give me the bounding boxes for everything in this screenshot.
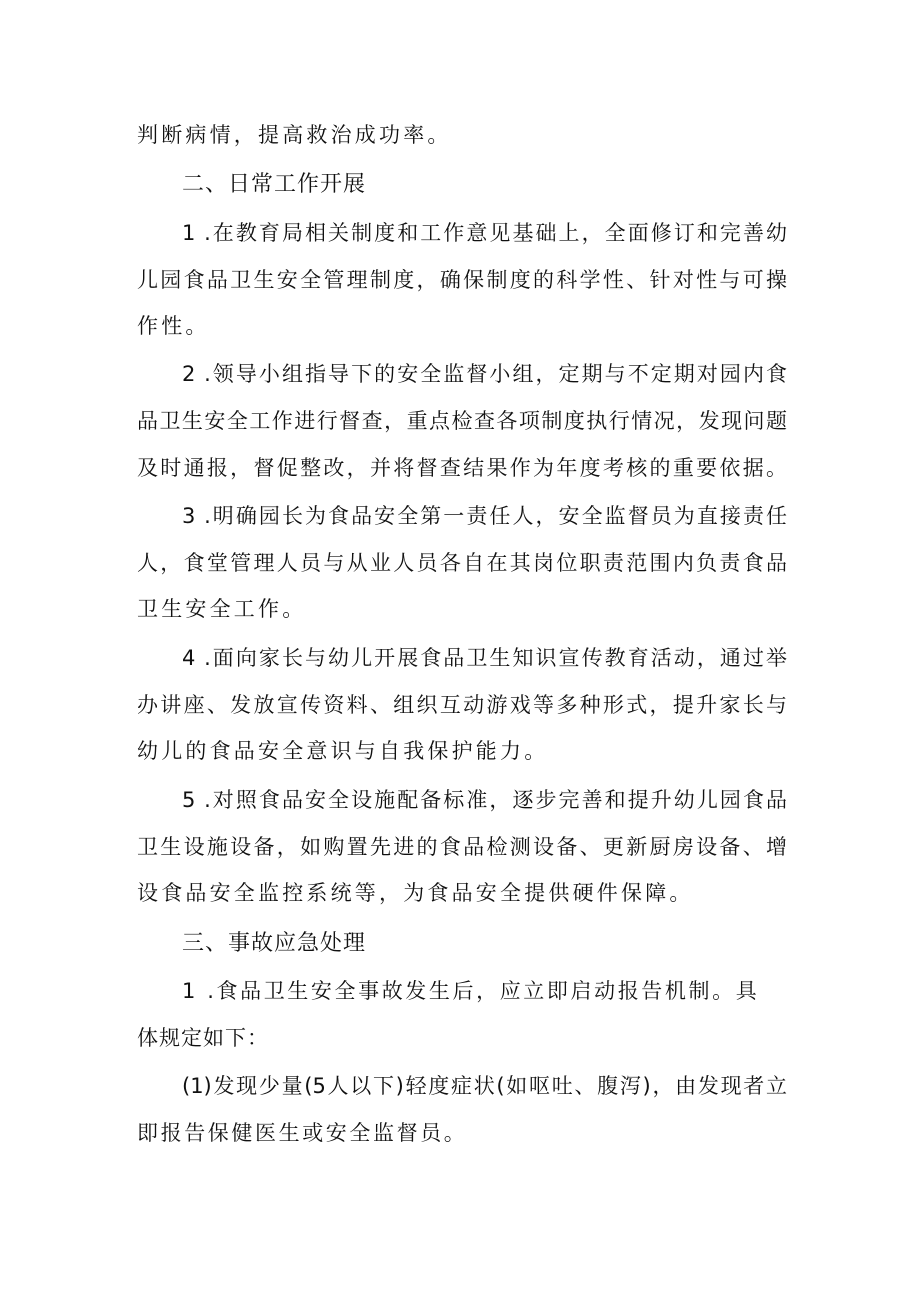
item-3-line-2: 人，食堂管理人员与从业人员各自在其岗位职责范围内负责食品 [137, 551, 787, 575]
item-3-line-1: 3 .明确园长为食品安全第一责任人，安全监督员为直接责任 [182, 504, 787, 528]
item-3-line-3: 卫生安全工作。 [137, 597, 307, 621]
section-heading-emergency: 三、事故应急处理 [182, 931, 367, 956]
emergency-subitem-1-line-1: (1)发现少量(5人以下)轻度症状(如呕吐、腹泻)，由发现者立 [182, 1074, 787, 1098]
item-2-line-3: 及时通报，督促整改，并将督查结果作为年度考核的重要依据。 [137, 456, 787, 480]
item-4-line-1: 4 .面向家长与幼儿开展食品卫生知识宣传教育活动，通过举 [182, 646, 787, 670]
item-5-line-1: 5 .对照食品安全设施配备标准，逐步完善和提升幼儿园食品 [182, 788, 787, 812]
item-5-line-2: 卫生设施设备，如购置先进的食品检测设备、更新厨房设备、增 [137, 835, 787, 859]
section-heading-daily-work: 二、日常工作开展 [182, 172, 367, 197]
item-1-line-3: 作性。 [137, 314, 210, 338]
emergency-subitem-1-line-2: 即报告保健医生或安全监督员。 [137, 1121, 468, 1145]
item-1-line-1: 1 .在教育局相关制度和工作意见基础上，全面修订和完善幼 [182, 221, 787, 245]
emergency-item-1-line-2: 体规定如下： [137, 1026, 269, 1050]
paragraph-tail-line: 判断病情，提高救治成功率。 [137, 123, 452, 147]
item-2-line-2: 品卫生安全工作进行督查，重点检查各项制度执行情况，发现问题 [137, 409, 787, 433]
item-4-line-2: 办讲座、发放宣传资料、组织互动游戏等多种形式，提升家长与 [137, 693, 787, 717]
item-4-line-3: 幼儿的食品安全意识与自我保护能力。 [137, 739, 549, 763]
item-5-line-3: 设食品安全监控系统等，为食品安全提供硬件保障。 [137, 881, 694, 905]
item-1-line-2: 儿园食品卫生安全管理制度，确保制度的科学性、针对性与可操 [137, 268, 787, 292]
emergency-item-1-line-1: 1 .食品卫生安全事故发生后，应立即启动报告机制。具 [182, 979, 760, 1003]
item-2-line-1: 2 .领导小组指导下的安全监督小组，定期与不定期对园内食 [182, 362, 787, 386]
